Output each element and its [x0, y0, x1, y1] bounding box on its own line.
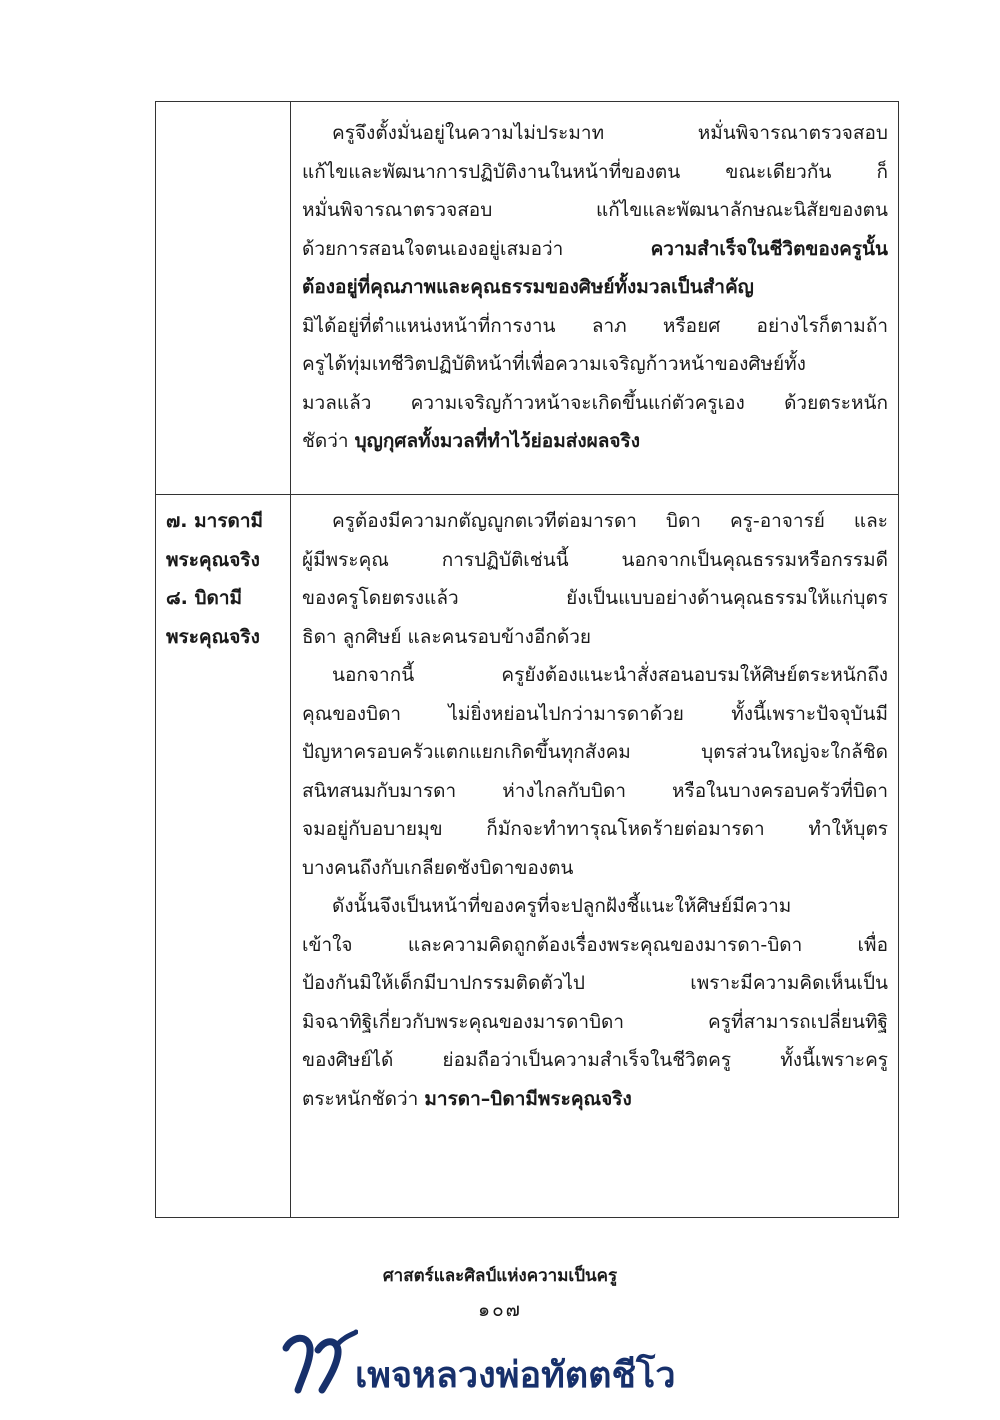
section-heading: ๗. มารดามี [166, 510, 264, 532]
paragraph-line: ครูต้องมีความกตัญญูกตเวทีต่อมารดา บิดา ครู-อาจารย์ และ [332, 510, 888, 532]
paragraph-line: หมั่นพิจารณาตรวจสอบ แก้ไขและพัฒนาลักษณะนิสัยของตน [302, 199, 888, 221]
paragraph-line [302, 422, 888, 461]
section-heading: พระคุณจริง [166, 548, 260, 571]
row2-text-cell [302, 502, 888, 1118]
paragraph-line: ธิดา ลูกศิษย์ และคนรอบข้างอีกด้วย [302, 625, 592, 648]
paragraph-line: มวลแล้ว ความเจริญก้าวหน้าจะเกิดขึ้นแก่ตัวครูเอง ด้วยตระหนัก [302, 391, 888, 414]
bold-phrase: บุญกุศลทั้งมวลที่ทำไว้ย่อมส่งผลจริง [354, 430, 640, 452]
paragraph-line: จมอยู่กับอบายมุข ก็มักจะทำทารุณโหดร้ายต่อมารดา ทำให้บุตร [302, 818, 888, 840]
logo-icon [278, 1326, 358, 1396]
section-heading: ๘. บิดามี [166, 587, 243, 609]
bold-phrase: มารดา–บิดามีพระคุณจริง [424, 1087, 632, 1110]
paragraph-line: นอกจากนี้ ครูยังต้องแนะนำสั่งสอนอบรมให้ศิษย์ตระหนักถึง [332, 664, 888, 686]
row2-heading-cell [166, 502, 284, 656]
column-divider [290, 102, 291, 1217]
paragraph-line [302, 230, 888, 269]
bold-phrase: ความสำเร็จในชีวิตของครูนั้น [650, 237, 888, 260]
paragraph-line: แก้ไขและพัฒนาการปฏิบัติงานในหน้าที่ของตน ขณะเดียวกัน ก็ [302, 160, 888, 183]
paragraph-line: คุณของบิดา ไม่ยิ่งหย่อนไปกว่ามารดาด้วย ทั้งนี้เพราะปัจจุบันมี [302, 702, 888, 725]
paragraph-line: เข้าใจ และความคิดถูกต้องเรื่องพระคุณของมารดา-บิดา เพื่อ [302, 933, 888, 956]
row-divider [156, 494, 898, 495]
page-number: ๑๐๗ [478, 1299, 522, 1321]
paragraph-line: ปัญหาครอบครัวแตกแยกเกิดขึ้นทุกสังคม บุตรส่วนใหญ่จะใกล้ชิด [302, 741, 888, 763]
paragraph-line: สนิทสนมกับมารดา ห่างไกลกับบิดา หรือในบางครอบครัวที่บิดา [302, 779, 888, 802]
logo-text: เพจหลวงพ่อทัตตชีโว [355, 1355, 676, 1396]
paragraph-line [302, 1080, 888, 1119]
row1-text-cell [302, 114, 888, 461]
line-text: ชัดว่า [302, 430, 355, 452]
paragraph-line: บางคนถึงกับเกลียดชังบิดาของตน [302, 856, 574, 879]
line-text: ด้วยการสอนใจตนเองอยู่เสมอว่า [302, 237, 651, 260]
paragraph-line: ครูจึงตั้งมั่นอยู่ในความไม่ประมาท หมั่นพิจารณาตรวจสอบ [332, 122, 888, 144]
paragraph-line: ป้องกันมิให้เด็กมีบาปกรรมติดตัวไป เพราะมีความคิดเห็นเป็น [302, 972, 888, 994]
paragraph-line: มิจฉาทิฐิเกี่ยวกับพระคุณของมารดาบิดา ครูที่สามารถเปลี่ยนทิฐิ [302, 1010, 888, 1033]
line-text: ตระหนักชัดว่า [302, 1087, 425, 1110]
paragraph-line: ของครูโดยตรงแล้ว ยังเป็นแบบอย่างด้านคุณธรรมให้แก่บุตร [302, 587, 888, 609]
paragraph-line: ผู้มีพระคุณ การปฏิบัติเช่นนี้ นอกจากเป็นคุณธรรมหรือกรรมดี [302, 548, 888, 571]
bold-paragraph-line: ต้องอยู่ที่คุณภาพและคุณธรรมของศิษย์ทั้งมวลเป็นสำคัญ [302, 276, 754, 298]
book-title: ศาสตร์และศิลป์แห่งความเป็นครู [382, 1266, 618, 1286]
content-table [155, 101, 899, 1218]
section-heading: พระคุณจริง [166, 625, 260, 648]
paragraph-line: ดังนั้นจึงเป็นหน้าที่ของครูที่จะปลูกฝังชี้แนะให้ศิษย์มีความ [332, 895, 792, 917]
paragraph-line: มิได้อยู่ที่ตำแหน่งหน้าที่การงาน ลาภ หรือยศ อย่างไรก็ตามถ้า [302, 314, 888, 337]
paragraph-line: ครูได้ทุ่มเทชีวิตปฏิบัติหน้าที่เพื่อความเจริญก้าวหน้าของศิษย์ทั้ง [302, 353, 806, 375]
paragraph-line: ของศิษย์ได้ ย่อมถือว่าเป็นความสำเร็จในชีวิตครู ทั้งนี้เพราะครู [302, 1049, 888, 1071]
